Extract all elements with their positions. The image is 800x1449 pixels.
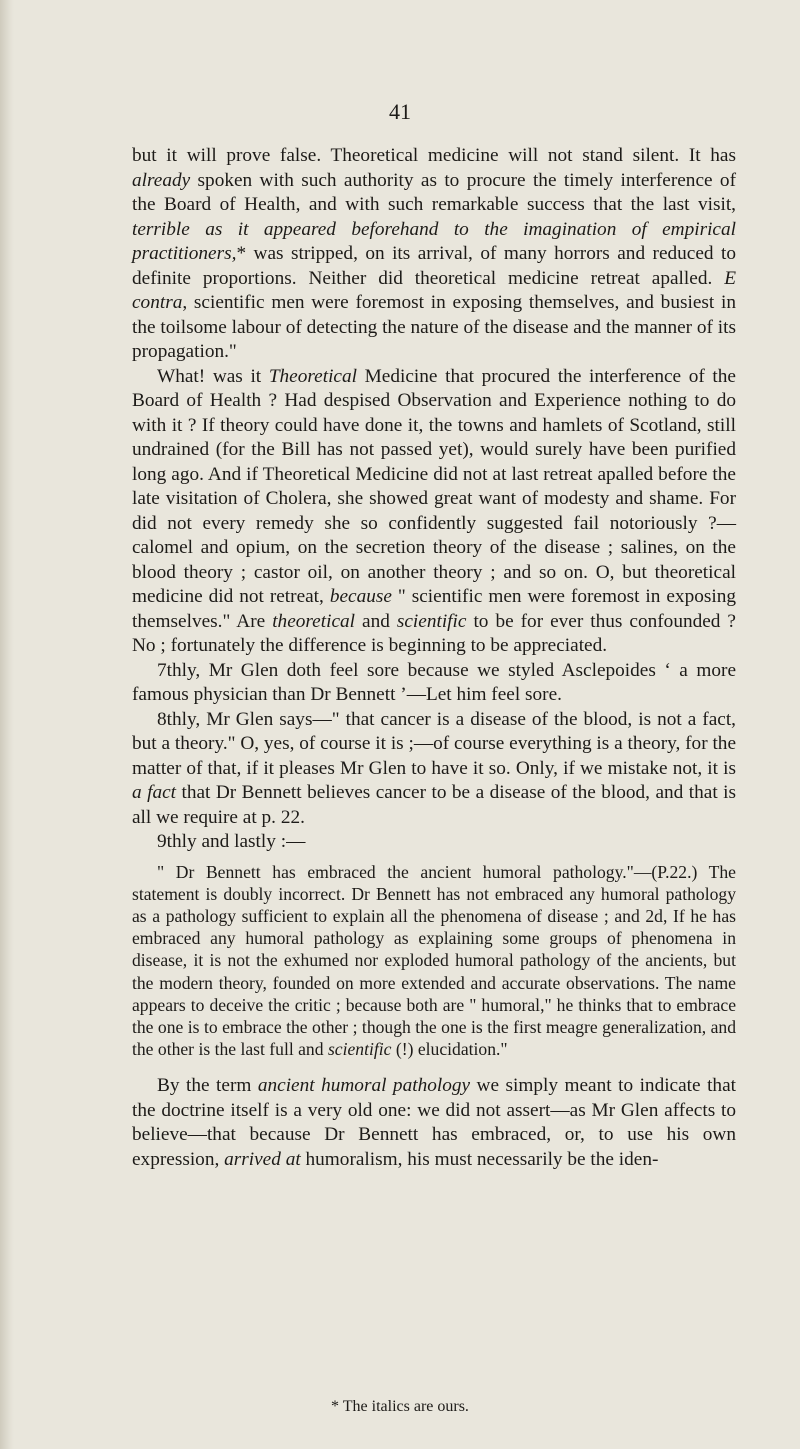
paragraph-5: 9thly and lastly :— [157,831,306,852]
paragraph-4: 8thly, Mr Glen says—" that cancer is a disease of the blood, is not a fact, but a theory." O, yes, of course it is ;—of course everything is a theory, for the matter of that, if it pleases Mr Glen to have it so. Only, if we mistake not, it is a fact that Dr Bennett believes cancer to be a disease of the blood, and that is all we require at p. 22. [132,708,736,828]
page-number: 41 [389,99,411,124]
paragraph-7: By the term ancient humoral pathology we simply meant to indicate that the doctrine itself is a very old one: we did not assert—as Mr Glen affects to believe—that because Dr Bennett has embraced, or, to use his own expression, arrived at humoralism, his must necessarily be the iden- [132,1075,736,1170]
paragraph-2: What! was it Theoretical Medicine that procured the interference of the Board of Health ? Had despised Observation and Experience nothing to do with it ? If theory could have done it, the towns and hamlets of Scotland, still undrained (for the Bill has not passed yet), would surely have been purified long ago. And if Theoretical Medicine did not at last retreat apalled before the late visitation of Cholera, she showed great want of modesty and shame. For did not every remedy she so confidently suggested fail notoriously ?—calomel and opium, on the secretion theory of the disease ; salines, on the blood theory ; castor oil, on another theory ; and so on. O, but theoretical medicine did not retreat, because " scientific men were foremost in exposing themselves." Are theoretical and scientific to be for ever thus confounded ? No ; fortunately the difference is beginning to be appreciated. [132,365,736,656]
paragraph-1: but it will prove false. Theoretical medicine will not stand silent. It has already spoken with such authority as to procure the timely interference of the Board of Health, and with such remarkable success that the last visit, terrible as it appeared beforehand to the imagination of empirical practitioners,* was stripped, on its arrival, of many horrors and reduced to definite proportions. Neither did theoretical medicine retreat apalled. E contra, scientific men were foremost in exposing themselves, and busiest in the toilsome labour of detecting the nature of the disease and the manner of its propagation." [132,145,736,362]
footnote: * The italics are ours. [331,1398,469,1415]
body-text [132,144,736,1172]
paragraph-3: 7thly, Mr Glen doth feel sore because we styled Asclepoides ‘ a more famous physician than Dr Bennett ’—Let him feel sore. [132,659,736,705]
quoted-passage: " Dr Bennett has embraced the ancient humoral pathology."—(P.22.) The statement is doubly incorrect. Dr Bennett has not embraced any humoral pathology as a pathology sufficient to explain all the phenomena of disease ; and 2d, If he has embraced any humoral pathology as explaining some groups of phenomena in disease, it is not the exhumed nor exploded humoral pathology of the ancients, but the modern theory, founded on more extended and accurate observations. The name appears to deceive the critic ; because both are " humoral," he thinks that to embrace the one is to embrace the other ; though the one is the first meagre generalization, and the other is the last full and scientific (!) elucidation." [132,861,736,1060]
